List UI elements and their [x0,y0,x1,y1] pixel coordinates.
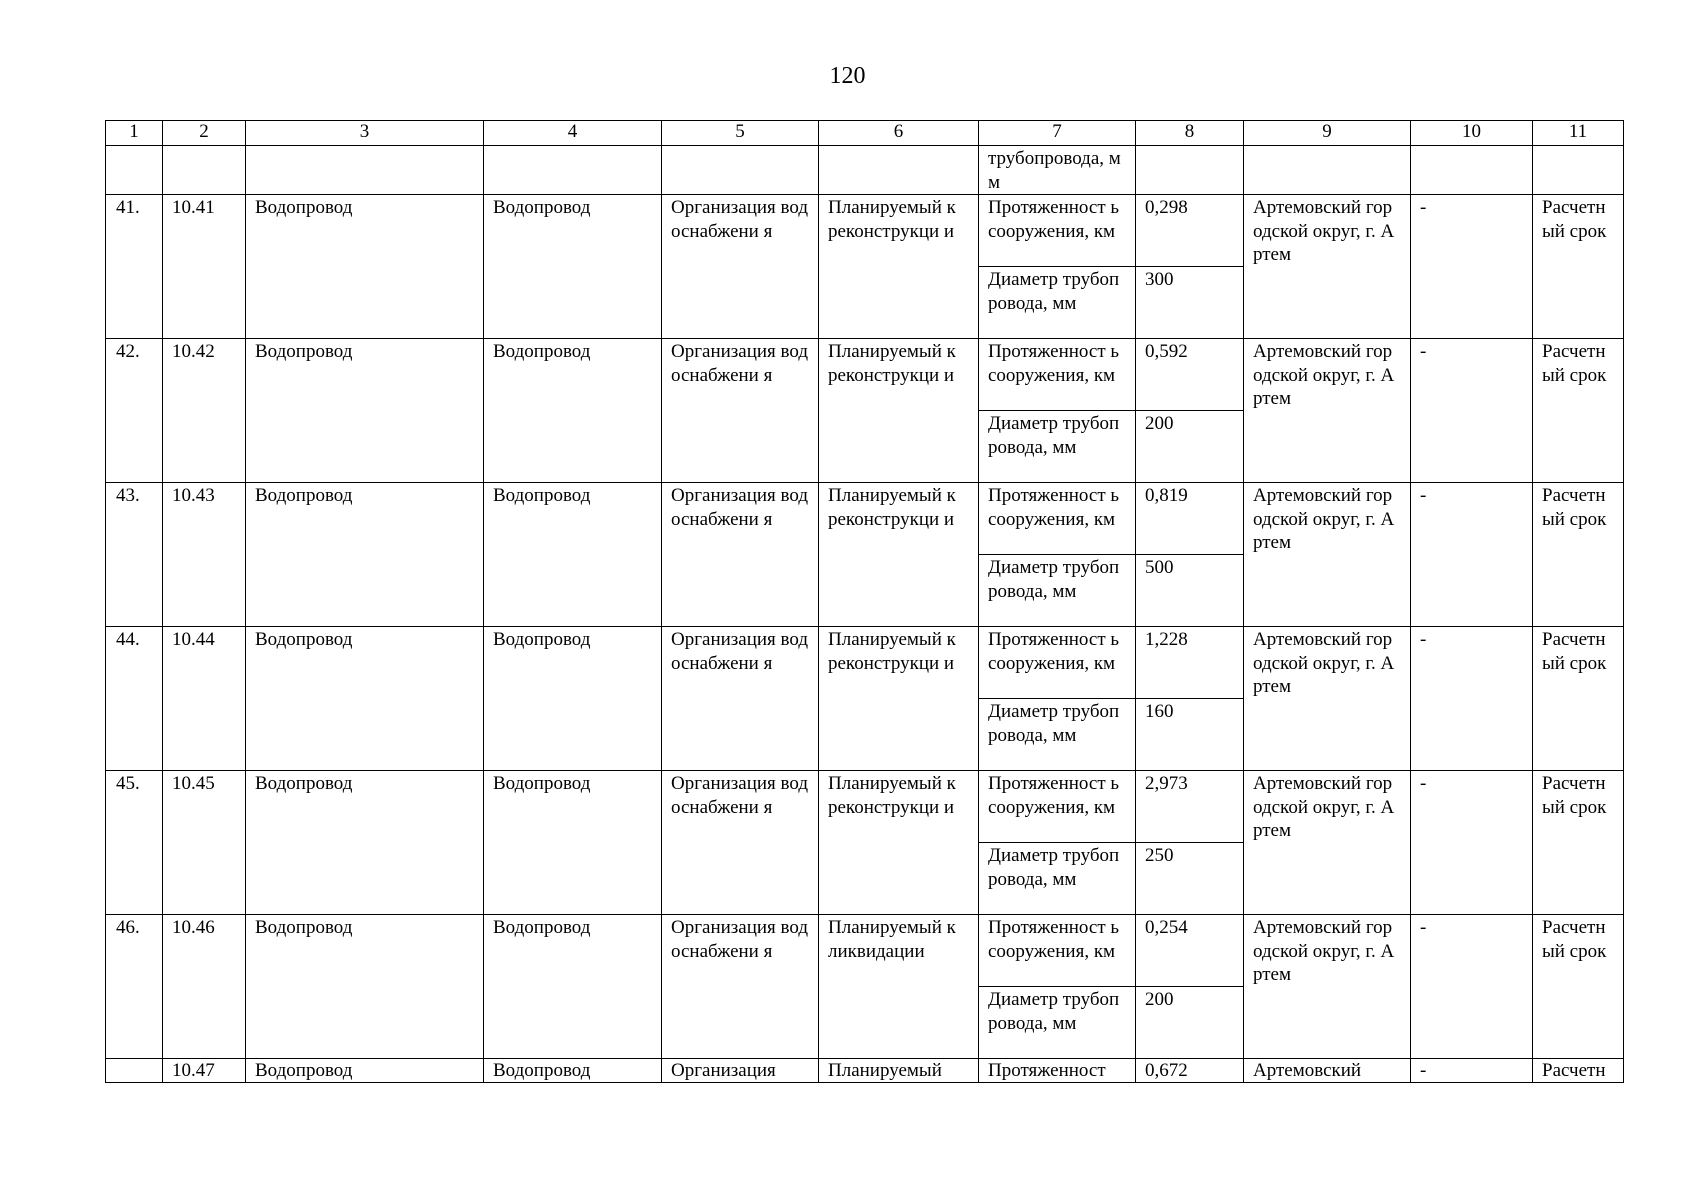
cell-row-number: 45. [106,771,163,915]
table-row [106,915,1624,987]
cell-object-type: Водопровод [484,627,662,771]
cell-value-diameter: 160 [1136,699,1244,771]
column-header: 1 [106,121,163,146]
cell-object-type: Водопровод [484,915,662,1059]
cell-purpose: Организация [662,1059,819,1083]
cell-status: Планируемый к реконструкци и [819,339,979,483]
cell-empty [1136,146,1244,195]
column-header: 8 [1136,121,1244,146]
cell-location: Артемовский [1244,1059,1411,1083]
cell-object-name: Водопровод [246,339,484,483]
cell-param-diameter: Диаметр трубопровода, мм [979,555,1136,627]
cell-empty [246,146,484,195]
cell-zone: - [1411,195,1533,339]
cell-object-type: Водопровод [484,483,662,627]
table-row [106,771,1624,843]
cell-object-name: Водопровод [246,1059,484,1083]
cell-row-number [106,1059,163,1083]
cell-status: Планируемый к ликвидации [819,915,979,1059]
cell-value-diameter: 300 [1136,267,1244,339]
cell-param-length: Протяженност ь сооружения, км [979,627,1136,699]
cell-object-name: Водопровод [246,627,484,771]
table-body [106,121,1624,1083]
cell-zone: - [1411,339,1533,483]
cell-value-length: 0,298 [1136,195,1244,267]
cell-empty [1244,146,1411,195]
cell-empty [1411,146,1533,195]
cell-row-number: 42. [106,339,163,483]
cell-term: Расчетн ый срок [1533,483,1624,627]
cell-status: Планируемый [819,1059,979,1083]
cell-code: 10.42 [163,339,246,483]
cell-zone: - [1411,915,1533,1059]
continued-row [106,146,1624,195]
cell-code: 10.43 [163,483,246,627]
cell-empty [1533,146,1624,195]
column-header: 6 [819,121,979,146]
table-row-partial [106,1059,1624,1083]
cell-term: Расчетн ый срок [1533,195,1624,339]
cell-term: Расчетн ый срок [1533,915,1624,1059]
cell-object-type: Водопровод [484,1059,662,1083]
cell-purpose: Организация водоснабжени я [662,627,819,771]
cell-purpose: Организация водоснабжени я [662,339,819,483]
cell-param-continued: трубопровода, мм [979,146,1136,195]
cell-param-length: Протяженност ь сооружения, км [979,195,1136,267]
cell-empty [484,146,662,195]
column-header: 10 [1411,121,1533,146]
cell-param-diameter: Диаметр трубопровода, мм [979,987,1136,1059]
cell-object-name: Водопровод [246,771,484,915]
cell-empty [819,146,979,195]
cell-status: Планируемый к реконструкци и [819,627,979,771]
cell-value-length: 0,592 [1136,339,1244,411]
cell-object-type: Водопровод [484,339,662,483]
cell-term: Расчетн ый срок [1533,771,1624,915]
cell-location: Артемовский городской округ, г. Артем [1244,483,1411,627]
cell-empty [106,146,163,195]
cell-code: 10.46 [163,915,246,1059]
cell-location: Артемовский городской округ, г. Артем [1244,915,1411,1059]
cell-value-length: 0,254 [1136,915,1244,987]
column-header: 4 [484,121,662,146]
column-header: 11 [1533,121,1624,146]
column-header: 5 [662,121,819,146]
cell-term: Расчетн ый срок [1533,339,1624,483]
table-row [106,483,1624,555]
cell-value-length: 2,973 [1136,771,1244,843]
cell-object-type: Водопровод [484,195,662,339]
cell-term: Расчетн [1533,1059,1624,1083]
cell-zone: - [1411,627,1533,771]
column-header: 3 [246,121,484,146]
cell-row-number: 41. [106,195,163,339]
cell-value-diameter: 500 [1136,555,1244,627]
cell-value-diameter: 250 [1136,843,1244,915]
table-row [106,627,1624,699]
column-header: 7 [979,121,1136,146]
cell-status: Планируемый к реконструкци и [819,483,979,627]
cell-code: 10.44 [163,627,246,771]
cell-code: 10.45 [163,771,246,915]
cell-param-diameter: Диаметр трубопровода, мм [979,699,1136,771]
column-header: 9 [1244,121,1411,146]
cell-zone: - [1411,1059,1533,1083]
cell-location: Артемовский городской округ, г. Артем [1244,339,1411,483]
cell-object-type: Водопровод [484,771,662,915]
cell-row-number: 46. [106,915,163,1059]
cell-term: Расчетн ый срок [1533,627,1624,771]
cell-param-length: Протяженност ь сооружения, км [979,771,1136,843]
cell-value-length: 0,819 [1136,483,1244,555]
cell-object-name: Водопровод [246,483,484,627]
cell-zone: - [1411,483,1533,627]
cell-object-name: Водопровод [246,195,484,339]
cell-param-length: Протяженност ь сооружения, км [979,915,1136,987]
cell-row-number: 44. [106,627,163,771]
table-row [106,195,1624,267]
page-number: 120 [829,63,866,89]
cell-code: 10.41 [163,195,246,339]
cell-zone: - [1411,771,1533,915]
cell-location: Артемовский городской округ, г. Артем [1244,771,1411,915]
cell-value-length: 0,672 [1136,1059,1244,1083]
cell-status: Планируемый к реконструкци и [819,195,979,339]
cell-row-number: 43. [106,483,163,627]
header-row [106,121,1624,146]
cell-object-name: Водопровод [246,915,484,1059]
cell-param-diameter: Диаметр трубопровода, мм [979,411,1136,483]
cell-empty [662,146,819,195]
cell-param-diameter: Диаметр трубопровода, мм [979,267,1136,339]
cell-value-diameter: 200 [1136,987,1244,1059]
cell-empty [163,146,246,195]
table-row [106,339,1624,411]
cell-value-diameter: 200 [1136,411,1244,483]
cell-param-length: Протяженност ь сооружения, км [979,339,1136,411]
cell-value-length: 1,228 [1136,627,1244,699]
cell-location: Артемовский городской округ, г. Артем [1244,195,1411,339]
cell-purpose: Организация водоснабжени я [662,771,819,915]
cell-param-diameter: Диаметр трубопровода, мм [979,843,1136,915]
cell-status: Планируемый к реконструкци и [819,771,979,915]
column-header: 2 [163,121,246,146]
cell-param-length: Протяженност ь сооружения, км [979,483,1136,555]
cell-purpose: Организация водоснабжени я [662,483,819,627]
cell-code: 10.47 [163,1059,246,1083]
cell-location: Артемовский городской округ, г. Артем [1244,627,1411,771]
cell-purpose: Организация водоснабжени я [662,915,819,1059]
cell-param-length: Протяженност [979,1059,1136,1083]
register-table [105,120,1624,1083]
cell-purpose: Организация водоснабжени я [662,195,819,339]
